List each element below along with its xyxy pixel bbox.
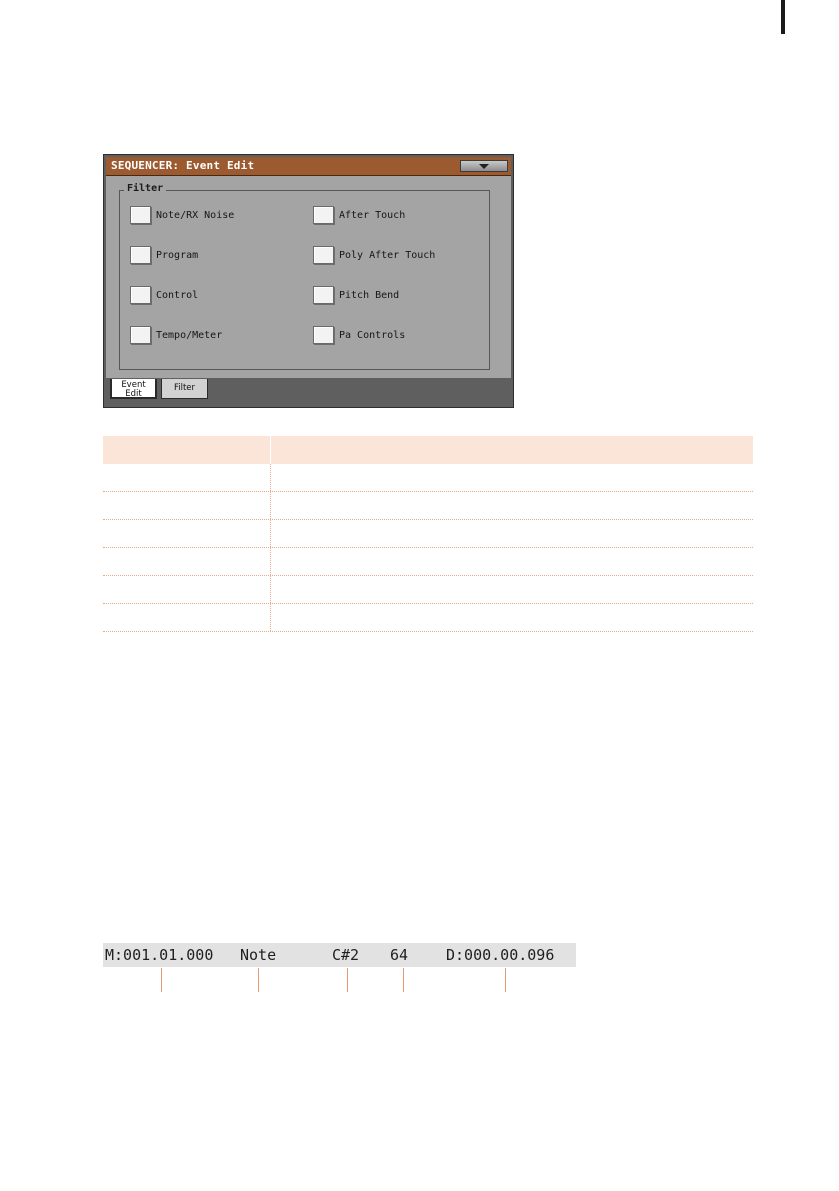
checkbox-box[interactable] (130, 206, 151, 224)
table-cell (271, 464, 753, 491)
table-cell (103, 520, 271, 547)
tab-label-line-2: Edit (125, 389, 142, 399)
callout-line-type (258, 968, 259, 992)
checkbox-box[interactable] (313, 206, 334, 224)
checkbox-box[interactable] (313, 326, 334, 344)
checkbox-label: Tempo/Meter (156, 329, 223, 341)
callout-line-duration (505, 968, 506, 992)
checkbox-label: Poly After Touch (339, 249, 436, 261)
title-bar (106, 157, 511, 176)
table-cell (271, 492, 753, 519)
checkbox-tempo-meter[interactable] (130, 326, 222, 344)
callout-line-position (161, 968, 162, 992)
tab-event-edit[interactable] (110, 379, 157, 399)
table-cell (103, 492, 271, 519)
table-cell (103, 548, 271, 575)
table-cell (271, 576, 753, 603)
header-cell (271, 436, 753, 464)
checkbox-box[interactable] (313, 246, 334, 264)
tab-label-line-1: Event (121, 380, 146, 390)
checkbox-label: Program (156, 249, 199, 261)
event-edit-screen (103, 154, 514, 408)
checkbox-label: After Touch (339, 209, 406, 221)
checkbox-poly-after-touch[interactable] (313, 246, 435, 264)
window-title: SEQUENCER: Event Edit (111, 159, 255, 172)
event-note: C#2 (332, 946, 360, 964)
table-row (103, 520, 753, 548)
checkbox-box[interactable] (130, 326, 151, 344)
checkbox-control[interactable] (130, 286, 198, 304)
event-line-display (103, 943, 576, 967)
table-cell (103, 576, 271, 603)
checkbox-label: Pitch Bend (339, 289, 400, 301)
filter-group-legend: Filter (124, 183, 166, 194)
table-cell (103, 464, 271, 491)
event-position: M:001.01.000 (105, 946, 214, 964)
page-menu-button[interactable] (460, 160, 508, 172)
table-cell (103, 604, 271, 631)
tab-filter[interactable] (161, 379, 208, 399)
checkbox-label: Pa Controls (339, 329, 406, 341)
checkbox-pitch-bend[interactable] (313, 286, 399, 304)
table-row (103, 576, 753, 604)
table-row (103, 492, 753, 520)
checkbox-pa-controls[interactable] (313, 326, 405, 344)
parameter-table (103, 436, 753, 632)
filter-group (119, 183, 490, 370)
header-cell (103, 436, 271, 464)
event-type: Note (240, 946, 277, 964)
checkbox-label: Note/RX Noise (156, 209, 235, 221)
tab-label: Filter (173, 383, 196, 393)
event-duration: D:000.00.096 (446, 946, 555, 964)
checkbox-box[interactable] (130, 246, 151, 264)
tab-bar (104, 379, 513, 407)
filter-panel (106, 176, 511, 378)
table-cell (271, 604, 753, 631)
page-edge-marker (781, 0, 785, 34)
chevron-down-icon (479, 164, 489, 169)
checkbox-box[interactable] (130, 286, 151, 304)
checkbox-after-touch[interactable] (313, 206, 405, 224)
table-cell (271, 520, 753, 547)
table-row (103, 548, 753, 576)
checkbox-label: Control (156, 289, 199, 301)
table-row (103, 464, 753, 492)
callout-line-note (347, 968, 348, 992)
table-row (103, 604, 753, 632)
table-cell (271, 548, 753, 575)
checkbox-program[interactable] (130, 246, 198, 264)
callout-line-velocity (403, 968, 404, 992)
table-header (103, 436, 753, 464)
event-velocity: 64 (390, 946, 409, 964)
checkbox-note-rx-noise[interactable] (130, 206, 234, 224)
checkbox-box[interactable] (313, 286, 334, 304)
